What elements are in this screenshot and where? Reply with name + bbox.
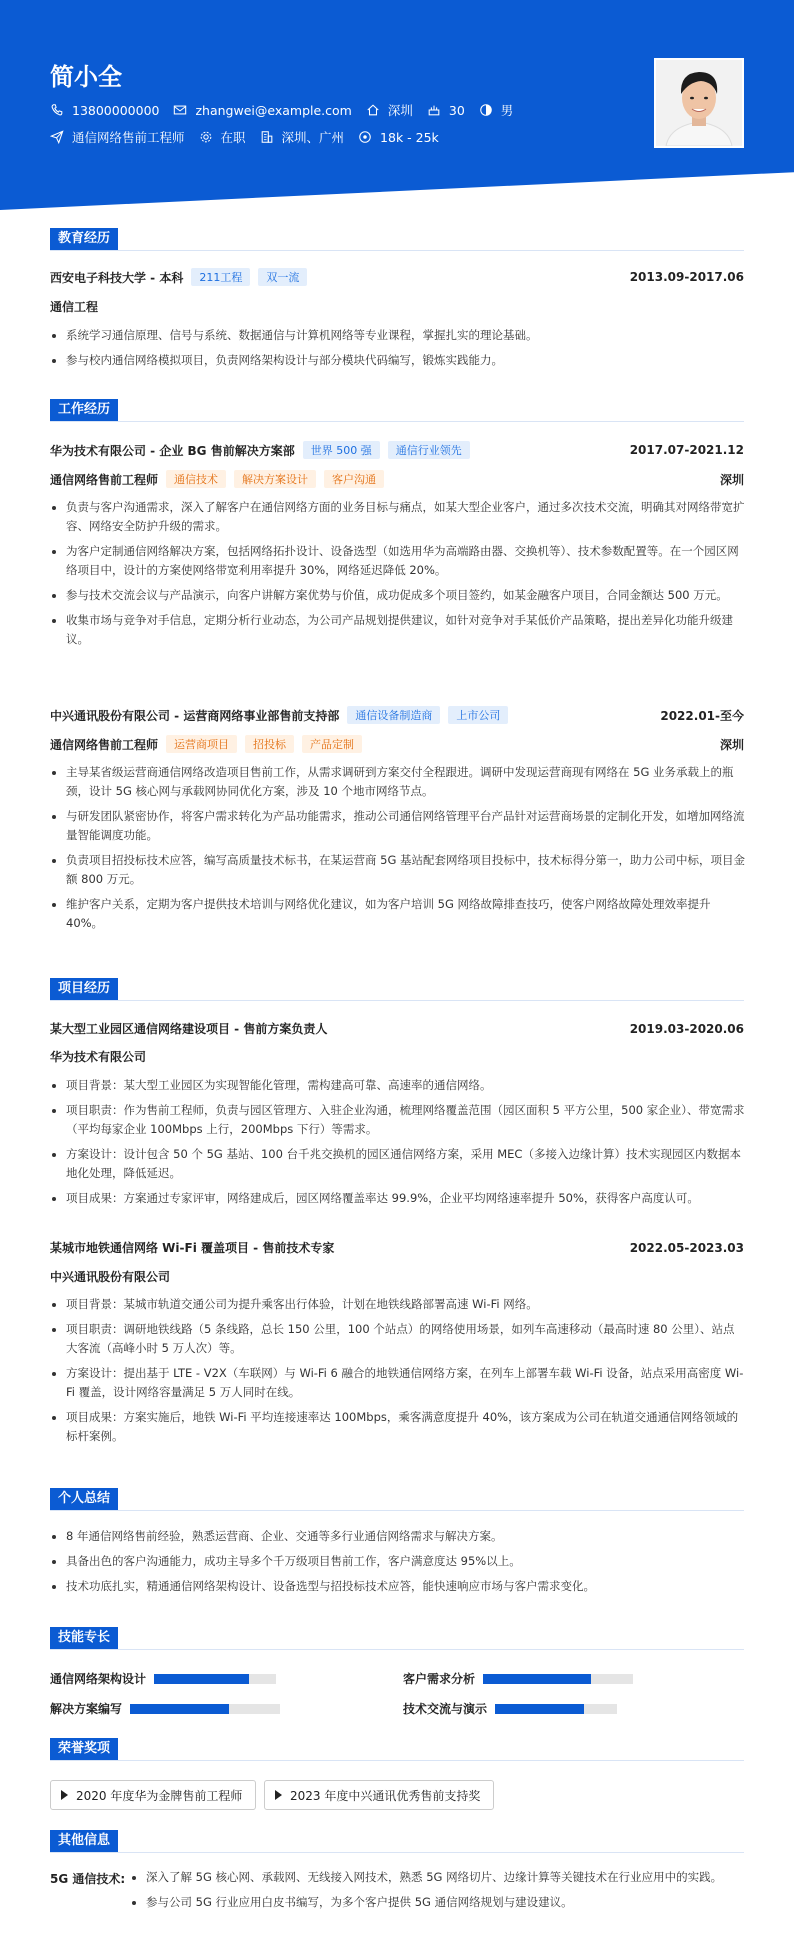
- list-item: 项目职责：作为售前工程师，负责与园区管理方、入驻企业沟通，梳理网络覆盖范围（园区面积 5 平方公里，500 家企业）、带宽需求（平均每家企业 100Mbps 上行，200Mbps 下行）等需求。: [50, 1101, 746, 1139]
- phone-icon: [50, 103, 64, 117]
- work-bullets-1: [50, 498, 746, 655]
- list-item: 维护客户关系，定期为客户提供技术培训与网络优化建议，如为客户培训 5G 网络故障排查技巧，使客户网络故障处理效率提升 40%。: [50, 895, 746, 933]
- skill-item: [403, 1700, 617, 1717]
- skill-bar-fill: [154, 1674, 249, 1684]
- status-text: 在职: [220, 130, 246, 145]
- list-item: 参与技术交流会议与产品演示，向客户讲解方案优势与价值，成功促成多个项目签约，如某金融客户项目，合同金额达 500 万元。: [50, 586, 746, 605]
- position-text: 通信网络售前工程师: [72, 130, 185, 145]
- section-education-title: 教育经历: [50, 228, 118, 250]
- status-item: [199, 128, 246, 146]
- list-item: 与研发团队紧密协作，将客户需求转化为产品功能需求，推动公司通信网络管理平台产品针对运营商场景的定制化开发，如增加网络流量智能调度功能。: [50, 807, 746, 845]
- job-intent-row: [50, 128, 453, 146]
- work-date: 2022.01-至今: [660, 708, 744, 723]
- list-item: 参与公司 5G 行业应用白皮书编写，为多个客户提供 5G 通信网络规划与建设建议。: [130, 1893, 746, 1912]
- target-city-item: [260, 128, 345, 146]
- list-item: 项目成果：方案通过专家评审，网络建成后，园区网络覆盖率达 99.9%，企业平均网络速率提升 50%，获得客户高度认可。: [50, 1189, 746, 1208]
- skill-tag: 通信技术: [166, 470, 226, 488]
- skill-tag: 客户沟通: [324, 470, 384, 488]
- education-date: 2013.09-2017.06: [629, 270, 744, 284]
- building-icon: [260, 130, 274, 144]
- work-header-2: [50, 706, 744, 724]
- section-work: [50, 399, 118, 421]
- project-company: 中兴通讯股份有限公司: [50, 1270, 171, 1284]
- section-other: [50, 1830, 118, 1852]
- skill-bar: [495, 1704, 617, 1714]
- project-date: 2022.05-2023.03: [629, 1240, 744, 1255]
- company-tag: 上市公司: [448, 706, 508, 724]
- list-item: 主导某省级运营商通信网络改造项目售前工作，从需求调研到方案交付全程跟进。调研中发现运营商现有网络在 5G 业务承载上的瓶颈，设计 5G 核心网与承载网协同优化方案，涉及 10 个地市网络节点。: [50, 763, 746, 801]
- list-item: 系统学习通信原理、信号与系统、数据通信与计算机网络等专业课程，掌握扎实的理论基础。: [50, 326, 746, 345]
- skill-bar-fill: [483, 1674, 591, 1684]
- work-location: 深圳: [719, 737, 744, 752]
- award-text: 2023 年度中兴通讯优秀售前支持奖: [290, 1788, 481, 1803]
- salary-text: 18k - 25k: [380, 129, 439, 145]
- other-bullets: [130, 1868, 746, 1918]
- section-projects: [50, 978, 118, 1000]
- play-icon: [61, 1790, 68, 1800]
- city-item: [366, 101, 413, 119]
- list-item: 具备出色的客户沟通能力，成功主导多个千万级项目售前工作，客户满意度达 95%以上。: [50, 1552, 746, 1571]
- other-label: 5G 通信技术:: [50, 1872, 126, 1886]
- candidate-name: 简小全: [50, 63, 122, 91]
- salary-item: [358, 130, 439, 145]
- email-text: zhangwei@example.com: [195, 102, 352, 118]
- school-tag: 211工程: [191, 268, 250, 286]
- skill-tag: 招投标: [245, 735, 294, 753]
- list-item: 收集市场与竞争对手信息，定期分析行业动态，为公司产品规划提供建议，如针对竞争对手某低价产品策略，提出差异化功能升级建议。: [50, 611, 746, 649]
- divider: [50, 250, 744, 251]
- skill-item: [403, 1670, 633, 1687]
- divider: [50, 1000, 744, 1001]
- skill-bar: [154, 1674, 276, 1684]
- list-item: 负责项目招投标技术应答，编写高质量技术标书，在某运营商 5G 基站配套网络项目投标中，技术标得分第一，助力公司中标，项目金额 800 万元。: [50, 851, 746, 889]
- section-projects-title: 项目经历: [50, 978, 118, 1000]
- education-bullets: [50, 326, 746, 376]
- list-item: 深入了解 5G 核心网、承载网、无线接入网技术，熟悉 5G 网络切片、边缘计算等关键技术在行业应用中的实践。: [130, 1868, 746, 1887]
- phone-item: [50, 103, 159, 118]
- summary-bullets: [50, 1527, 746, 1602]
- gender-icon: [479, 103, 493, 117]
- work-bullets-2: [50, 763, 746, 939]
- project-name: 某城市地铁通信网络 Wi-Fi 覆盖项目 - 售前技术专家: [50, 1241, 335, 1255]
- avatar-portrait-icon: [656, 60, 742, 146]
- role-name: 通信网络售前工程师: [50, 472, 159, 487]
- skill-name: 通信网络架构设计: [50, 1672, 147, 1686]
- skill-bar-fill: [130, 1704, 229, 1714]
- work-date: 2017.07-2021.12: [629, 443, 744, 457]
- project-header-1: [50, 1020, 744, 1037]
- section-education: [50, 228, 118, 250]
- list-item: 项目背景：某大型工业园区为实现智能化管理，需构建高可靠、高速率的通信网络。: [50, 1076, 746, 1095]
- list-item: 项目成果：方案实施后，地铁 Wi-Fi 平均连接速率达 100Mbps，乘客满意度提升 40%，该方案成为公司在轨道交通通信网络领域的标杆案例。: [50, 1408, 746, 1446]
- project-name: 某大型工业园区通信网络建设项目 - 售前方案负责人: [50, 1022, 328, 1036]
- skill-tag: 运营商项目: [166, 735, 237, 753]
- section-awards: [50, 1738, 118, 1760]
- company-tag: 世界 500 强: [303, 441, 380, 459]
- email-icon: [173, 103, 187, 117]
- skill-bar: [483, 1674, 633, 1684]
- gender-text: 男: [500, 103, 514, 118]
- company-tag: 通信行业领先: [388, 441, 470, 459]
- section-summary-title: 个人总结: [50, 1488, 118, 1510]
- company-tag: 通信设备制造商: [347, 706, 440, 724]
- award-text: 2020 年度华为金牌售前工程师: [76, 1788, 243, 1803]
- gender-item: [479, 101, 514, 119]
- work-location: 深圳: [719, 472, 744, 487]
- company-name: 中兴通讯股份有限公司 - 运营商网络事业部售前支持部: [50, 708, 340, 723]
- project-header-2: [50, 1239, 744, 1256]
- list-item: 项目背景：某城市轨道交通公司为提升乘客出行体验，计划在地铁线路部署高速 Wi-Fi 网络。: [50, 1295, 746, 1314]
- project-company-row-1: [50, 1048, 744, 1065]
- section-summary: [50, 1488, 118, 1510]
- contact-row: [50, 101, 527, 119]
- age-item: [427, 103, 465, 118]
- position-item: [50, 128, 185, 146]
- target-city-text: 深圳、广州: [281, 130, 345, 145]
- role-row-1: [50, 470, 744, 488]
- skill-bar: [130, 1704, 280, 1714]
- list-item: 方案设计：提出基于 LTE - V2X（车联网）与 Wi-Fi 6 融合的地铁通信网络方案，在列车上部署车载 Wi-Fi 设备，站点采用高密度 Wi-Fi 覆盖，设计网络容量满足 5 万人同时在线。: [50, 1364, 746, 1402]
- education-header: [50, 268, 744, 286]
- list-item: 参与校内通信网络模拟项目，负责网络架构设计与部分模块代码编写，锻炼实践能力。: [50, 351, 746, 370]
- project-company: 华为技术有限公司: [50, 1050, 147, 1064]
- major-name: 通信工程: [50, 300, 99, 314]
- send-icon: [50, 130, 64, 144]
- divider: [50, 1510, 744, 1511]
- cake-icon: [427, 103, 441, 117]
- company-name: 华为技术有限公司 - 企业 BG 售前解决方案部: [50, 443, 295, 458]
- list-item: 技术功底扎实，精通通信网络架构设计、设备选型与招投标技术应答，能快速响应市场与客户需求变化。: [50, 1577, 746, 1596]
- skill-name: 技术交流与演示: [403, 1702, 488, 1716]
- list-item: 为客户定制通信网络解决方案，包括网络拓扑设计、设备选型（如选用华为高端路由器、交换机等）、技术参数配置等。在一个园区网络项目中，设计的方案使网络带宽利用率提升 30%，网络延迟降低 20%。: [50, 542, 746, 580]
- list-item: 方案设计：设计包含 50 个 5G 基站、100 台千兆交换机的园区通信网络方案，采用 MEC（多接入边缘计算）技术实现园区内数据本地化处理，降低延迟。: [50, 1145, 746, 1183]
- role-name: 通信网络售前工程师: [50, 737, 159, 752]
- divider: [50, 1852, 744, 1853]
- school-name: 西安电子科技大学 - 本科: [50, 270, 184, 285]
- skill-bar-fill: [495, 1704, 584, 1714]
- divider: [50, 1649, 744, 1650]
- award-item: [264, 1780, 494, 1810]
- home-icon: [366, 103, 380, 117]
- role-row-2: [50, 735, 744, 753]
- play-icon: [275, 1790, 282, 1800]
- section-work-title: 工作经历: [50, 399, 118, 421]
- divider: [50, 421, 744, 422]
- project-bullets-2: [50, 1295, 746, 1452]
- skill-name: 客户需求分析: [403, 1672, 476, 1686]
- project-date: 2019.03-2020.06: [629, 1021, 744, 1036]
- major-row: [50, 298, 744, 315]
- age-text: 30: [448, 102, 465, 118]
- skill-item: [50, 1670, 276, 1687]
- skill-name: 解决方案编写: [50, 1702, 123, 1716]
- section-awards-title: 荣誉奖项: [50, 1738, 118, 1760]
- section-skills: [50, 1627, 118, 1649]
- award-item: [50, 1780, 256, 1810]
- skill-tag: 解决方案设计: [234, 470, 316, 488]
- gear-icon: [199, 130, 213, 144]
- project-company-row-2: [50, 1268, 744, 1285]
- list-item: 项目职责：调研地铁线路（5 条线路，总长 150 公里，100 个站点）的网络使用场景，如列车高速移动（最高时速 80 公里）、站点大客流（高峰小时 5 万人次）等。: [50, 1320, 746, 1358]
- phone-text: 13800000000: [72, 102, 160, 118]
- coin-icon: [358, 130, 372, 144]
- divider: [50, 1760, 744, 1761]
- list-item: 负责与客户沟通需求，深入了解客户在通信网络方面的业务目标与痛点，如某大型企业客户，通过多次技术交流，明确其对网络带宽扩容、网络安全防护升级的需求。: [50, 498, 746, 536]
- work-header-1: [50, 441, 744, 459]
- skill-tag: 产品定制: [302, 735, 362, 753]
- section-skills-title: 技能专长: [50, 1627, 118, 1649]
- city-text: 深圳: [387, 103, 413, 118]
- project-bullets-1: [50, 1076, 746, 1214]
- email-item: [173, 103, 351, 118]
- school-tag: 双一流: [258, 268, 307, 286]
- list-item: 8 年通信网络售前经验，熟悉运营商、企业、交通等多行业通信网络需求与解决方案。: [50, 1527, 746, 1546]
- section-other-title: 其他信息: [50, 1830, 118, 1852]
- skill-item: [50, 1700, 280, 1717]
- avatar: [654, 58, 744, 148]
